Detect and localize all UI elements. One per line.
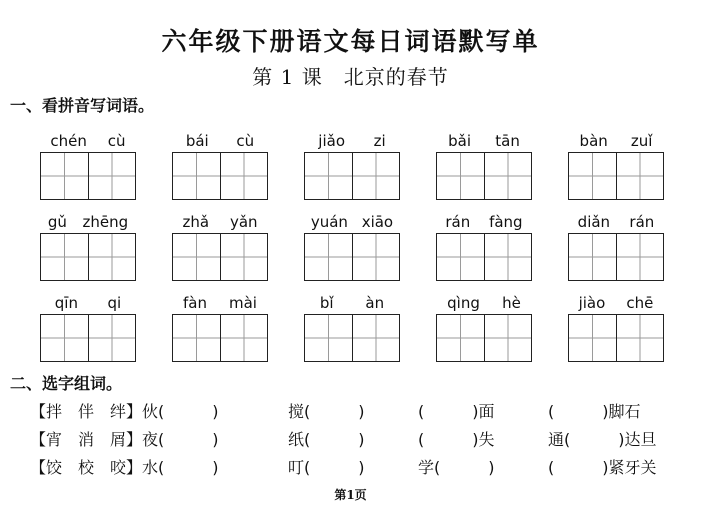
pinyin-syllable: qi — [107, 294, 122, 312]
tianzige-cell[interactable] — [484, 153, 532, 199]
word-item — [568, 128, 664, 209]
tianzige-cell[interactable] — [220, 234, 268, 280]
pinyin-syllable: rán — [629, 213, 655, 231]
tianzige-cell[interactable] — [569, 234, 616, 280]
tianzige-cell[interactable] — [484, 234, 532, 280]
choose-word-row — [30, 399, 690, 427]
pinyin-syllable: jiǎo — [318, 132, 346, 150]
tianzige-cell[interactable] — [41, 153, 88, 199]
pinyin-label — [304, 209, 400, 231]
choose-word-row — [30, 427, 690, 455]
tianzige-cell[interactable] — [305, 153, 352, 199]
pinyin-syllable: cù — [236, 132, 255, 150]
choose-word-item[interactable]: 通( )达旦 — [548, 430, 657, 449]
tianzige-cell[interactable] — [173, 234, 220, 280]
lesson-subtitle: 第 1 课 北京的春节 — [252, 65, 449, 89]
pinyin-syllable: hè — [502, 294, 521, 312]
tianzige-cell[interactable] — [569, 315, 616, 361]
tianzige-cell[interactable] — [88, 234, 136, 280]
pinyin-label — [568, 209, 664, 231]
pinyin-syllable: fàng — [489, 213, 523, 231]
word-item — [436, 209, 532, 290]
pinyin-syllable: yǎn — [229, 213, 258, 231]
pinyin-syllable: bǎi — [448, 132, 472, 150]
writing-boxes[interactable] — [304, 233, 400, 281]
writing-boxes[interactable] — [172, 152, 268, 200]
tianzige-cell[interactable] — [88, 153, 136, 199]
pinyin-syllable: àn — [365, 294, 385, 312]
pinyin-syllable: tān — [495, 132, 520, 150]
choose-word-item[interactable]: ( )脚石 — [548, 402, 641, 421]
tianzige-cell[interactable] — [616, 315, 664, 361]
choose-word-item[interactable]: ( )面 — [418, 402, 495, 421]
choose-word-item[interactable]: 学( ) — [418, 458, 495, 477]
tianzige-cell[interactable] — [437, 315, 484, 361]
word-item — [40, 209, 136, 290]
word-item — [172, 128, 268, 209]
tianzige-cell[interactable] — [305, 315, 352, 361]
section-2-heading: 二、选字组词。 — [10, 374, 123, 393]
pinyin-syllable: xiāo — [361, 213, 394, 231]
page-title: 六年级下册语文每日词语默写单 — [161, 27, 540, 56]
writing-boxes[interactable] — [172, 233, 268, 281]
tianzige-cell[interactable] — [352, 315, 400, 361]
writing-boxes[interactable] — [40, 152, 136, 200]
tianzige-cell[interactable] — [616, 234, 664, 280]
pinyin-label — [40, 290, 136, 312]
pinyin-label — [172, 209, 268, 231]
pinyin-label — [172, 128, 268, 150]
pinyin-label — [568, 128, 664, 150]
pinyin-word-grid — [40, 128, 670, 371]
choose-word-item[interactable]: 【拌 伴 绊】伙( ) — [30, 402, 219, 421]
pinyin-label — [304, 290, 400, 312]
pinyin-syllable: bái — [185, 132, 209, 150]
pinyin-label — [304, 128, 400, 150]
pinyin-label — [172, 290, 268, 312]
pinyin-syllable: yuán — [310, 213, 348, 231]
tianzige-cell[interactable] — [484, 315, 532, 361]
writing-boxes[interactable] — [436, 152, 532, 200]
tianzige-cell[interactable] — [569, 153, 616, 199]
pinyin-syllable: zhēng — [82, 213, 129, 231]
choose-word-item[interactable]: 纸( ) — [288, 430, 365, 449]
tianzige-cell[interactable] — [41, 315, 88, 361]
writing-boxes[interactable] — [568, 233, 664, 281]
pinyin-syllable: diǎn — [577, 213, 611, 231]
pinyin-syllable: zi — [373, 132, 386, 150]
word-item — [172, 209, 268, 290]
tianzige-cell[interactable] — [88, 315, 136, 361]
pinyin-syllable: bàn — [579, 132, 608, 150]
pinyin-syllable: gǔ — [47, 213, 67, 231]
tianzige-cell[interactable] — [173, 153, 220, 199]
pinyin-label — [436, 290, 532, 312]
pinyin-syllable: mài — [229, 294, 257, 312]
pinyin-syllable: fàn — [183, 294, 207, 312]
pinyin-syllable: chē — [626, 294, 654, 312]
word-item — [40, 290, 136, 371]
pinyin-syllable: zhǎ — [182, 213, 210, 231]
word-item — [304, 128, 400, 209]
writing-boxes[interactable] — [304, 314, 400, 362]
writing-boxes[interactable] — [436, 314, 532, 362]
tianzige-cell[interactable] — [173, 315, 220, 361]
writing-boxes[interactable] — [40, 314, 136, 362]
writing-boxes[interactable] — [568, 152, 664, 200]
word-item — [568, 290, 664, 371]
pinyin-label — [436, 128, 532, 150]
tianzige-cell[interactable] — [437, 153, 484, 199]
tianzige-cell[interactable] — [352, 153, 400, 199]
tianzige-cell[interactable] — [41, 234, 88, 280]
choose-word-item[interactable]: 叮( ) — [288, 458, 365, 477]
word-item — [304, 209, 400, 290]
choose-word-item[interactable]: 【宵 消 屑】夜( ) — [30, 430, 219, 449]
word-item — [436, 128, 532, 209]
writing-boxes[interactable] — [40, 233, 136, 281]
word-item — [40, 128, 136, 209]
choose-word-item[interactable]: 搅( ) — [288, 402, 365, 421]
pinyin-syllable: qīn — [54, 294, 78, 312]
pinyin-syllable: jiào — [578, 294, 606, 312]
tianzige-cell[interactable] — [220, 153, 268, 199]
writing-boxes[interactable] — [172, 314, 268, 362]
tianzige-cell[interactable] — [616, 153, 664, 199]
word-item — [172, 290, 268, 371]
writing-boxes[interactable] — [436, 233, 532, 281]
tianzige-cell[interactable] — [220, 315, 268, 361]
pinyin-syllable: qìng — [447, 294, 480, 312]
choose-word-item[interactable]: 【饺 校 咬】水( ) — [30, 458, 219, 477]
choose-word-item[interactable]: ( )失 — [418, 430, 495, 449]
pinyin-syllable: zuǐ — [630, 132, 653, 150]
pinyin-syllable: rán — [445, 213, 471, 231]
choose-word-row — [30, 455, 690, 483]
tianzige-cell[interactable] — [305, 234, 352, 280]
pinyin-label — [568, 290, 664, 312]
page-number: 第1页 — [334, 488, 367, 502]
word-item — [568, 209, 664, 290]
tianzige-cell[interactable] — [352, 234, 400, 280]
pinyin-syllable: cù — [107, 132, 126, 150]
choose-word-item[interactable]: ( )紧牙关 — [548, 458, 657, 477]
writing-boxes[interactable] — [304, 152, 400, 200]
section-1-heading: 一、看拼音写词语。 — [10, 96, 155, 115]
pinyin-syllable: bǐ — [319, 294, 334, 312]
word-item — [436, 290, 532, 371]
pinyin-label — [40, 209, 136, 231]
pinyin-syllable: chén — [50, 132, 87, 150]
pinyin-label — [436, 209, 532, 231]
writing-boxes[interactable] — [568, 314, 664, 362]
word-item — [304, 290, 400, 371]
pinyin-label — [40, 128, 136, 150]
tianzige-cell[interactable] — [437, 234, 484, 280]
